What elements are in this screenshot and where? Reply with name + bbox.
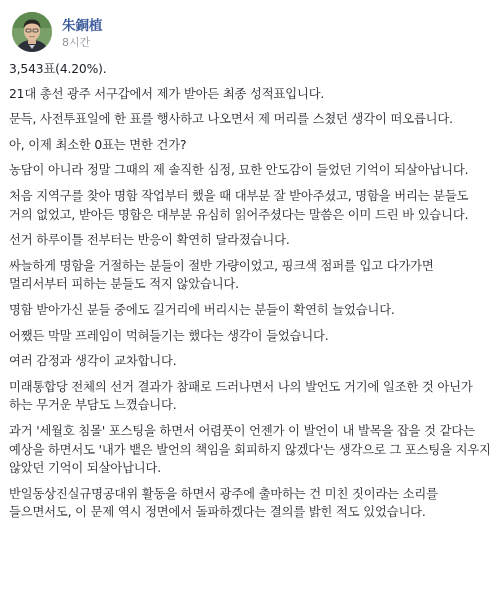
paragraph: 농담이 아니라 정말 그때의 제 솔직한 심정, 묘한 안도감이 들었던 기억이 되살아납니다. <box>9 163 469 178</box>
post-body <box>9 60 491 529</box>
paragraph: 어쨌든 막말 프레임이 먹혀들기는 했다는 생각이 들었습니다. <box>9 328 329 343</box>
avatar[interactable] <box>12 12 52 52</box>
paragraph: 싸늘하게 명함을 거절하는 분들이 절반 가량이었고, 핑크색 점퍼를 입고 다가가면 멀리서부터 피하는 분들도 적지 않았습니다. <box>9 258 434 292</box>
paragraph: 아, 이제 최소한 0표는 면한 건가? <box>9 137 187 152</box>
paragraph: 미래통합당 전체의 선거 결과가 참패로 드러나면서 나의 발언도 거기에 일조한 것 아닌가 하는 무거운 부담도 느꼈습니다. <box>9 379 473 413</box>
profile-photo-icon <box>12 12 52 52</box>
author-name[interactable]: 朱銅植 <box>62 18 103 34</box>
paragraph-vote-count: 3,543표(4.20%). <box>9 62 107 76</box>
paragraph: 명함 받아가신 분들 중에도 길거리에 버리시는 분들이 확연히 늘었습니다. <box>9 302 395 317</box>
paragraph: 문득, 사전투표일에 한 표를 행사하고 나오면서 제 머리를 스쳤던 생각이 떠오릅니다. <box>9 112 453 127</box>
paragraph: 과거 '세월호 침몰' 포스팅을 하면서 어렴풋이 언젠가 이 발언이 내 발목을 잡을 것 같다는 예상을 하면서도 '내가 뱉은 발언의 책임을 회피하지 않겠다'는 생각으로 그 포스팅을 지우지 않았던 기억이 되살아납니다. <box>9 423 491 476</box>
post-header <box>12 12 482 52</box>
paragraph: 처음 지역구를 찾아 명함 작업부터 했을 때 대부분 잘 받아주셨고, 명함을 버리는 분들도 거의 없었고, 받아든 명함은 대부분 유심히 읽어주셨다는 말씀은 이미 드린 바 있습니다. <box>9 188 469 222</box>
paragraph: 선거 하루이틀 전부터는 반응이 확연히 달라졌습니다. <box>9 233 290 248</box>
post-timestamp[interactable]: 8시간 <box>62 36 91 49</box>
paragraph: 반일동상진실규명공대위 활동을 하면서 광주에 출마하는 건 미친 짓이라는 소리를 들으면서도, 이 문제 역시 정면에서 돌파하겠다는 결의를 밝힌 적도 있었습니다. <box>9 486 438 520</box>
paragraph: 21대 총선 광주 서구갑에서 제가 받아든 최종 성적표입니다. <box>9 86 325 101</box>
paragraph: 여러 감정과 생각이 교차합니다. <box>9 354 177 369</box>
